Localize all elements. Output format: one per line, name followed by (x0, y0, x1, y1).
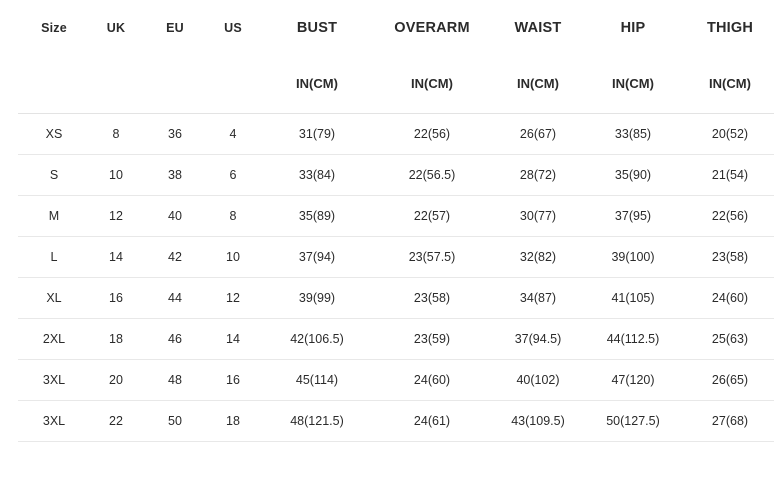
unit-header-us (204, 55, 262, 113)
cell-size: XL (18, 277, 86, 318)
column-header-size: Size (41, 20, 67, 35)
cell-uk: 14 (86, 236, 146, 277)
cell-bust: 39(99) (262, 277, 372, 318)
table-row (18, 359, 774, 400)
cell-thigh: 23(58) (682, 236, 774, 277)
cell-bust: 33(84) (262, 154, 372, 195)
cell-bust: 42(106.5) (262, 318, 372, 359)
cell-eu: 46 (146, 318, 204, 359)
cell-uk: 10 (86, 154, 146, 195)
cell-overarm: 24(60) (372, 359, 492, 400)
table-body (18, 113, 774, 441)
unit-header-eu (146, 55, 204, 113)
cell-hip: 37(95) (584, 195, 682, 236)
cell-hip: 39(100) (584, 236, 682, 277)
unit-header-waist: IN(CM) (492, 55, 584, 113)
cell-uk: 20 (86, 359, 146, 400)
cell-us: 16 (204, 359, 262, 400)
cell-bust: 48(121.5) (262, 400, 372, 441)
column-header-uk: UK (106, 20, 126, 35)
cell-us: 6 (204, 154, 262, 195)
cell-waist: 34(87) (492, 277, 584, 318)
unit-header-size (18, 55, 86, 113)
cell-thigh: 26(65) (682, 359, 774, 400)
cell-us: 8 (204, 195, 262, 236)
cell-waist: 43(109.5) (492, 400, 584, 441)
unit-header-hip: IN(CM) (584, 55, 682, 113)
size-chart-table (18, 0, 774, 442)
column-header-hip: HIP (620, 19, 646, 36)
cell-bust: 45(114) (262, 359, 372, 400)
unit-header-uk (86, 55, 146, 113)
cell-hip: 47(120) (584, 359, 682, 400)
cell-eu: 50 (146, 400, 204, 441)
cell-waist: 40(102) (492, 359, 584, 400)
table-row (18, 154, 774, 195)
cell-size: M (18, 195, 86, 236)
cell-overarm: 23(59) (372, 318, 492, 359)
cell-us: 4 (204, 113, 262, 154)
cell-waist: 30(77) (492, 195, 584, 236)
table-head (18, 0, 774, 113)
cell-thigh: 27(68) (682, 400, 774, 441)
cell-size: S (18, 154, 86, 195)
unit-header-overarm: IN(CM) (372, 55, 492, 113)
cell-uk: 22 (86, 400, 146, 441)
unit-header-bust: IN(CM) (262, 55, 372, 113)
cell-uk: 16 (86, 277, 146, 318)
cell-overarm: 22(57) (372, 195, 492, 236)
cell-overarm: 23(58) (372, 277, 492, 318)
cell-hip: 33(85) (584, 113, 682, 154)
cell-size: XS (18, 113, 86, 154)
column-header-us: US (224, 20, 242, 35)
table-row (18, 277, 774, 318)
header-row-units (18, 55, 774, 113)
cell-overarm: 22(56) (372, 113, 492, 154)
cell-hip: 44(112.5) (584, 318, 682, 359)
cell-hip: 41(105) (584, 277, 682, 318)
table-row (18, 400, 774, 441)
column-header-waist: WAIST (514, 19, 562, 36)
cell-uk: 8 (86, 113, 146, 154)
cell-waist: 32(82) (492, 236, 584, 277)
table-row (18, 113, 774, 154)
cell-size: 2XL (18, 318, 86, 359)
column-header-overarm: OVERARM (394, 19, 470, 36)
cell-hip: 35(90) (584, 154, 682, 195)
cell-eu: 48 (146, 359, 204, 400)
cell-bust: 31(79) (262, 113, 372, 154)
header-row-main (18, 0, 774, 55)
cell-waist: 26(67) (492, 113, 584, 154)
cell-bust: 37(94) (262, 236, 372, 277)
cell-overarm: 23(57.5) (372, 236, 492, 277)
cell-eu: 40 (146, 195, 204, 236)
cell-thigh: 24(60) (682, 277, 774, 318)
cell-thigh: 20(52) (682, 113, 774, 154)
cell-thigh: 21(54) (682, 154, 774, 195)
table-row (18, 236, 774, 277)
cell-eu: 42 (146, 236, 204, 277)
column-header-thigh: THIGH (706, 19, 754, 36)
cell-hip: 50(127.5) (584, 400, 682, 441)
cell-uk: 12 (86, 195, 146, 236)
cell-thigh: 22(56) (682, 195, 774, 236)
cell-us: 10 (204, 236, 262, 277)
cell-eu: 38 (146, 154, 204, 195)
column-header-eu: EU (166, 20, 184, 35)
cell-us: 12 (204, 277, 262, 318)
cell-size: L (18, 236, 86, 277)
table-row (18, 195, 774, 236)
column-header-bust: BUST (296, 19, 338, 36)
cell-overarm: 22(56.5) (372, 154, 492, 195)
cell-us: 14 (204, 318, 262, 359)
table-row (18, 318, 774, 359)
cell-us: 18 (204, 400, 262, 441)
cell-eu: 36 (146, 113, 204, 154)
cell-overarm: 24(61) (372, 400, 492, 441)
cell-bust: 35(89) (262, 195, 372, 236)
cell-waist: 28(72) (492, 154, 584, 195)
cell-eu: 44 (146, 277, 204, 318)
unit-header-thigh: IN(CM) (682, 55, 774, 113)
cell-size: 3XL (18, 359, 86, 400)
cell-size: 3XL (18, 400, 86, 441)
cell-uk: 18 (86, 318, 146, 359)
cell-thigh: 25(63) (682, 318, 774, 359)
cell-waist: 37(94.5) (492, 318, 584, 359)
